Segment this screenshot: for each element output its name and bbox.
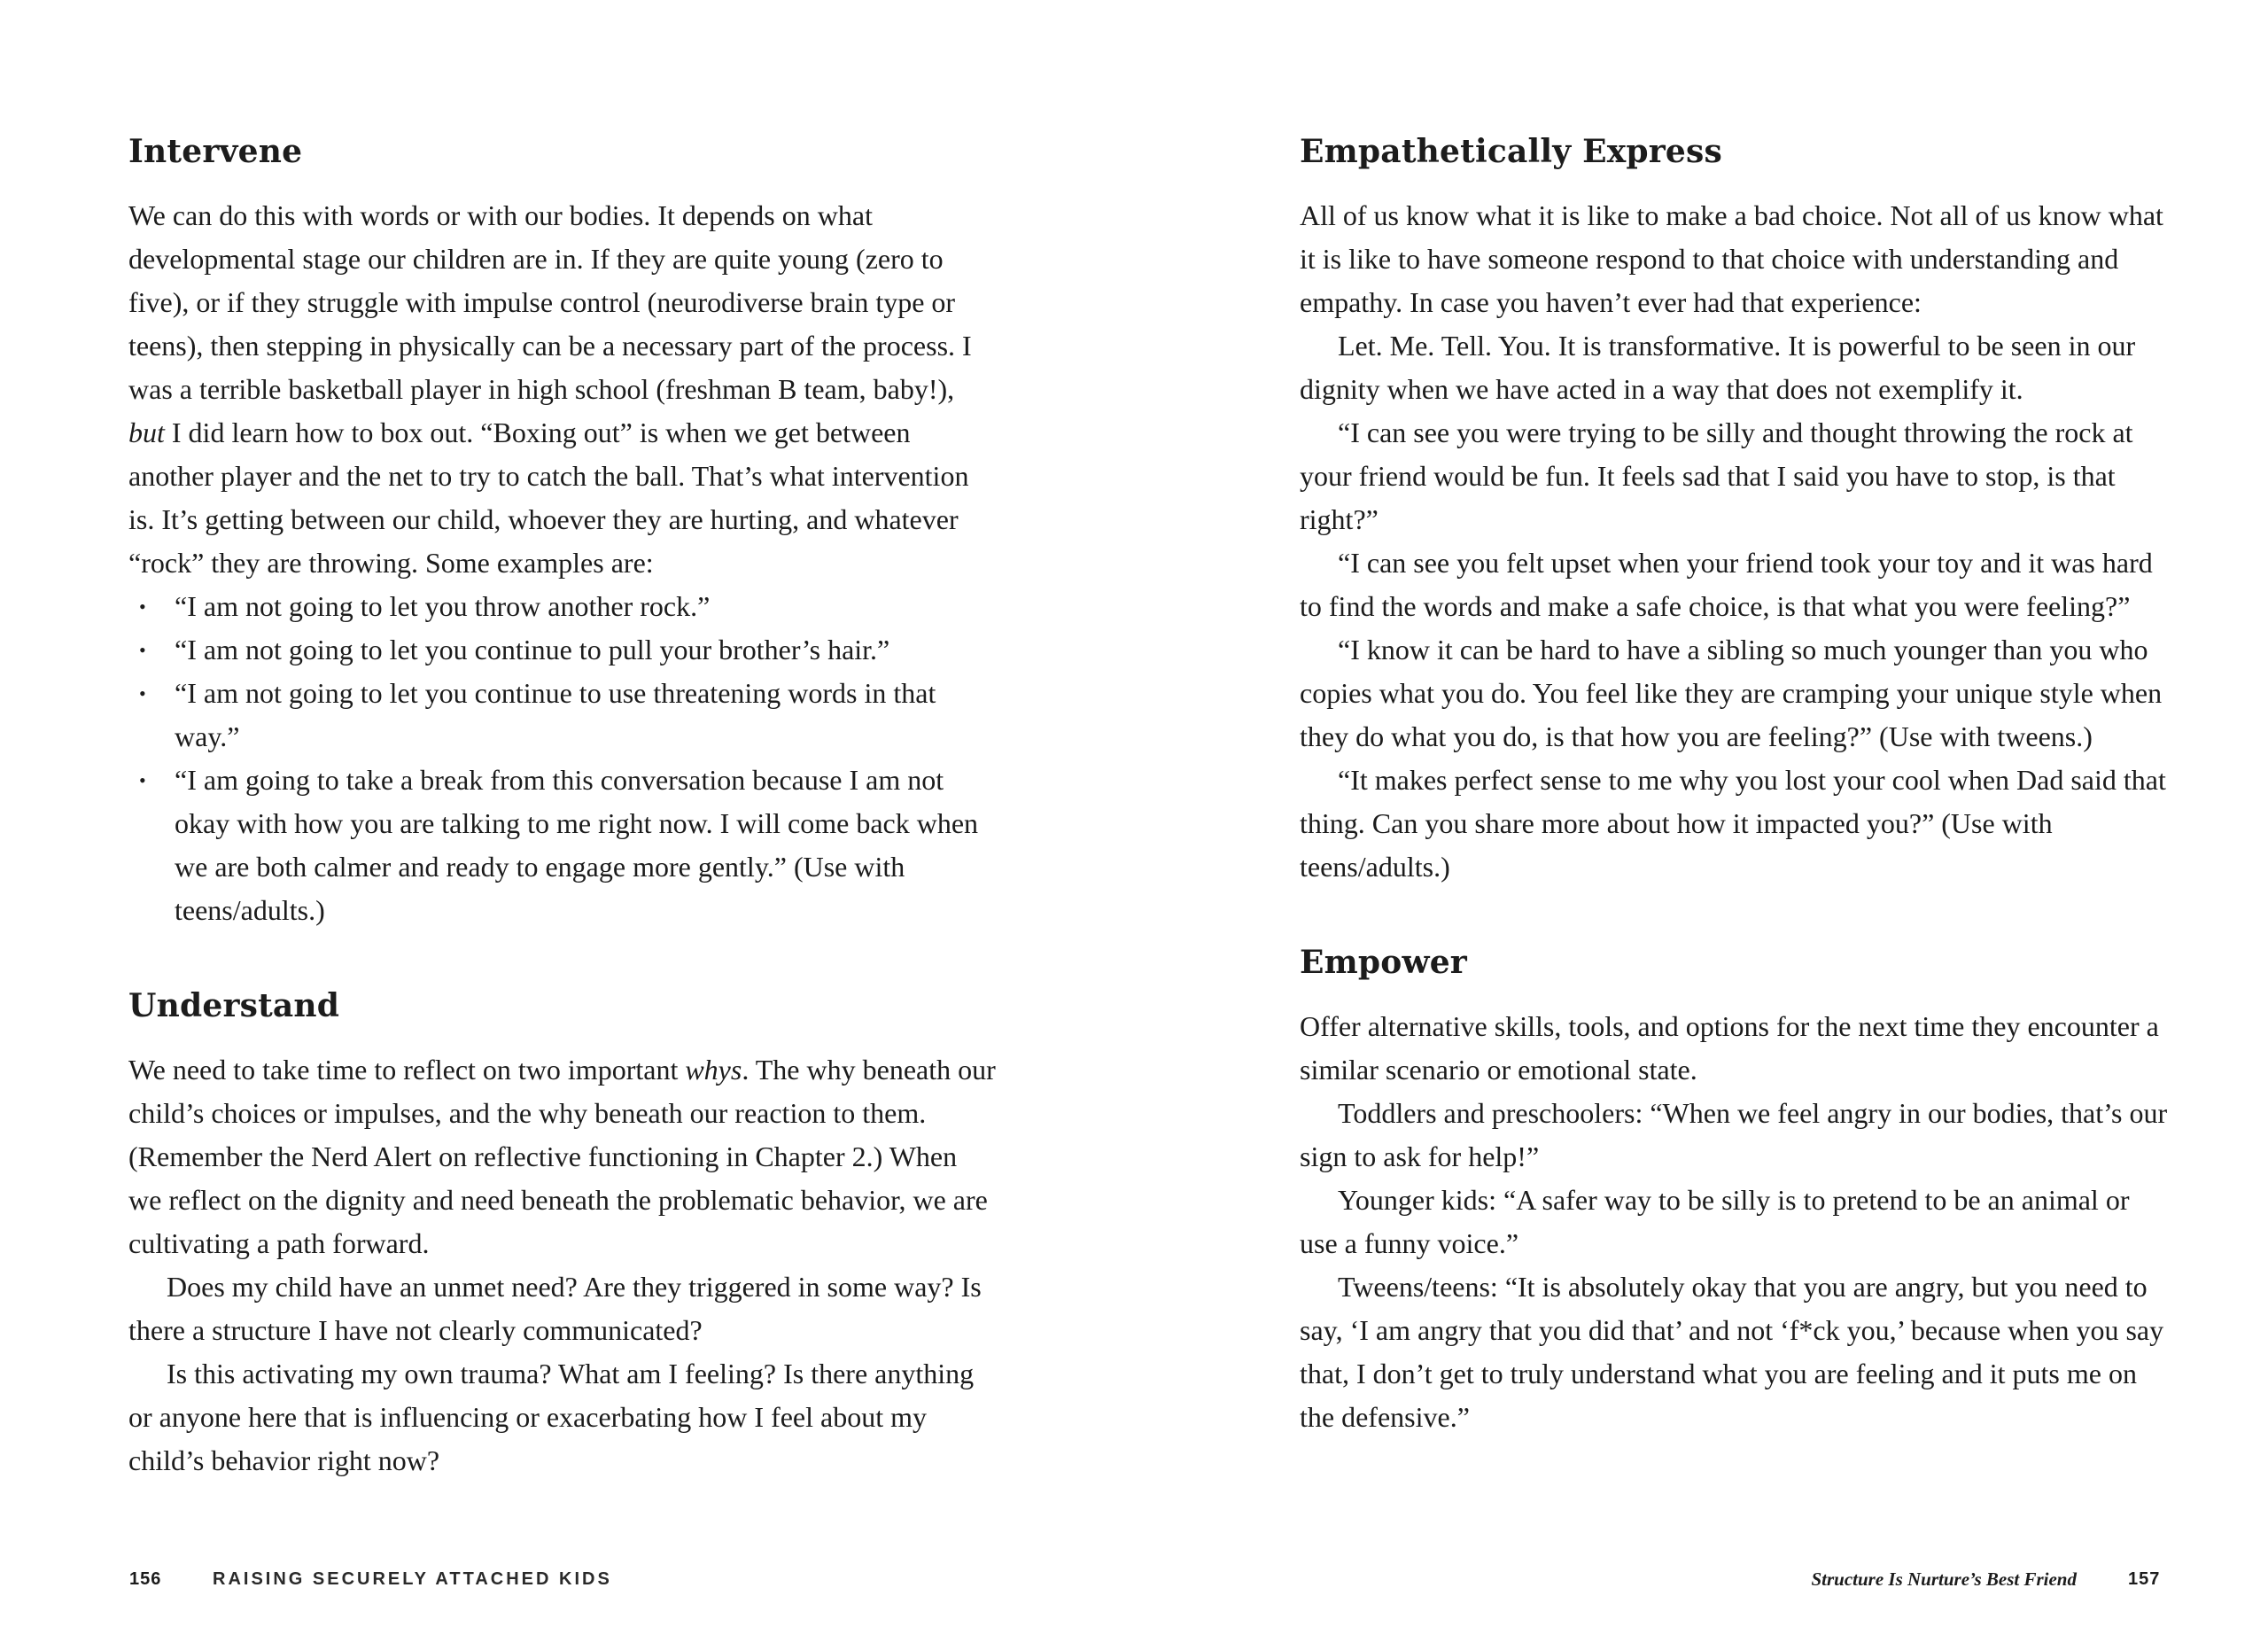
right-page [1300, 133, 2168, 1439]
running-head-book-title: RAISING SECURELY ATTACHED KIDS [213, 1569, 612, 1589]
express-paragraph: All of us know what it is like to make a bad choice. Not all of us know what it is like to have someone respond to that choice with understanding and empathy. In case you haven’t ever had that experience: [1300, 199, 2163, 319]
section-heading-empathetically-express: Empathetically Express [1300, 133, 1722, 170]
italic-emphasis: but [128, 416, 165, 449]
page-number-left: 156 [129, 1569, 162, 1589]
empower-paragraph: Toddlers and preschoolers: “When we feel angry in our bodies, that’s our sign to ask for help!” [1300, 1097, 2168, 1173]
express-paragraph: “I can see you felt upset when your friend took your toy and it was hard to find the words and make a safe choice, is that what you were feeling?” [1300, 547, 2153, 623]
understand-paragraph: We need to take time to reflect on two important whys. The why beneath our child’s choices or impulses, and the why beneath our reaction to them. (Remember the Nerd Alert on reflective functioning in Chapter 2.) When we reflect on the dignity and need beneath the problematic behavior, we are cultivating a path forward. [128, 1054, 996, 1260]
page-number-right: 157 [2128, 1569, 2161, 1589]
bullet-icon: • [139, 639, 146, 662]
section-heading-empower: Empower [1300, 944, 1467, 982]
understand-paragraph: Does my child have an unmet need? Are they triggered in some way? Is there a structure I have not clearly communicated? [128, 1271, 982, 1347]
list-item: • “I am not going to let you continue to use threatening words in that way.” [128, 672, 997, 759]
empower-paragraph: Tweens/teens: “It is absolutely okay that you are angry, but you need to say, ‘I am angry that you did that’ and not ‘f*ck you,’ because when you say that, I don’t get to truly understand what you are feeling and it puts me on the defensive.” [1300, 1271, 2164, 1434]
understand-paragraph: Is this activating my own trauma? What am I feeling? Is there anything or anyone here that is influencing or exacerbating how I feel about my child’s behavior right now? [128, 1358, 975, 1477]
empower-paragraph: Offer alternative skills, tools, and options for the next time they encounter a similar scenario or emotional state. [1300, 1010, 2159, 1086]
italic-emphasis: whys [685, 1054, 742, 1086]
express-paragraph: Let. Me. Tell. You. It is transformative. It is powerful to be seen in our dignity when we have acted in a way that does not exemplify it. [1300, 330, 2136, 406]
express-paragraph: “It makes perfect sense to me why you lost your cool when Dad said that thing. Can you share more about how it impacted you?” (Use with teens/adults.) [1300, 764, 2166, 883]
list-item: • “I am not going to let you continue to pull your brother’s hair.” [128, 628, 997, 672]
left-page [128, 133, 997, 1483]
bullet-icon: • [139, 595, 146, 619]
intervene-intro-paragraph: We can do this with words or with our bodies. It depends on what developmental stage our children are in. If they are quite young (zero to five), or if they struggle with impulse control (neurodiverse brain type or teens), then stepping in physically can be a necessary part of the process. I was a terrible basketball player in high school (freshman B team, baby!), but I did learn how to box out. “Boxing out” is when we get between another player and the net to try to catch the ball. That’s what intervention is. It’s getting between our child, whoever they are hurting, and whatever “rock” they are throwing. Some examples are: [128, 199, 972, 580]
bullet-icon: • [139, 682, 146, 705]
empower-paragraph: Younger kids: “A safer way to be silly is to pretend to be an animal or use a funny voice.” [1300, 1184, 2130, 1260]
intervene-examples-list [128, 585, 997, 932]
section-heading-understand: Understand [128, 987, 340, 1025]
list-item: • “I am not going to let you throw another rock.” [128, 585, 997, 628]
bullet-icon: • [139, 769, 146, 792]
section-heading-intervene: Intervene [128, 133, 303, 170]
express-paragraph: “I know it can be hard to have a sibling so much younger than you who copies what you do. You feel like they are cramping your unique style when they do what you do, is that how you are feeling?” (Use with tweens.) [1300, 634, 2163, 753]
express-paragraph: “I can see you were trying to be silly and thought throwing the rock at your friend would be fun. It feels sad that I said you have to stop, is that right?” [1300, 416, 2133, 536]
running-head-chapter-title: Structure Is Nurture’s Best Friend [1811, 1568, 2077, 1590]
list-item: • “I am going to take a break from this conversation because I am not okay with how you are talking to me right now. I will come back when we are both calmer and ready to engage more gently.” (Use with teens/adults.) [128, 759, 997, 932]
